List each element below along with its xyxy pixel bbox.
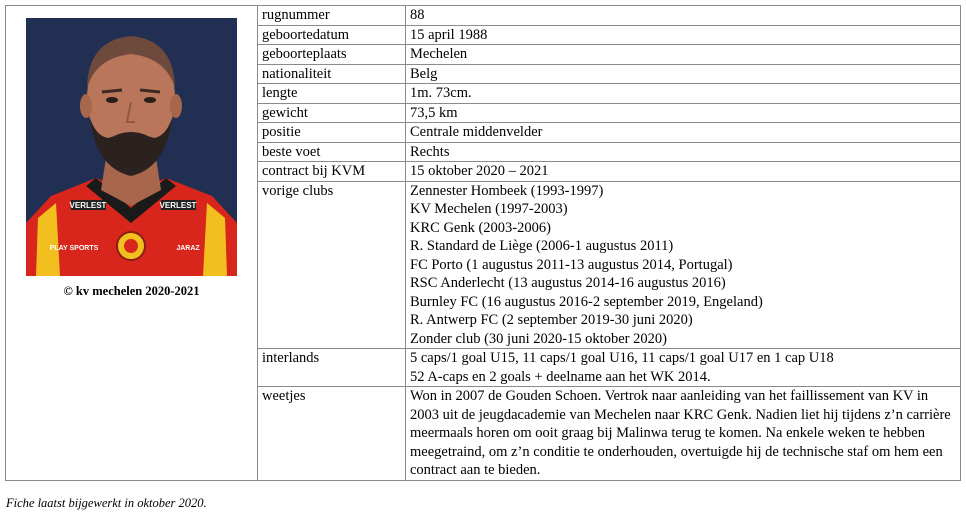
player-fiche-table: [5, 5, 961, 481]
club-entry: FC Porto (1 augustus 2011-13 augustus 2014, Portugal): [410, 256, 733, 273]
interlands-line: 52 A-caps en 2 goals + deelname aan het WK 2014.: [410, 368, 711, 385]
field-value: 15 april 1988: [406, 25, 961, 45]
field-label: geboorteplaats: [258, 45, 406, 65]
field-value: Rechts: [406, 142, 961, 162]
field-label-interlands: interlands: [258, 349, 406, 387]
field-value: 1m. 73cm.: [406, 84, 961, 104]
field-label-weetjes: weetjes: [258, 387, 406, 481]
club-entry: KV Mechelen (1997-2003): [410, 201, 568, 217]
field-value: Centrale middenvelder: [406, 123, 961, 143]
field-label-clubs: vorige clubs: [258, 181, 406, 349]
field-label: positie: [258, 123, 406, 143]
club-entry: Zennester Hombeek (1993-1997): [410, 182, 604, 199]
fiche-row: [6, 6, 961, 26]
interlands-value: [406, 349, 961, 387]
club-entry: Burnley FC (16 augustus 2016-2 september 2019, Engeland): [410, 293, 763, 310]
field-label: contract bij KVM: [258, 162, 406, 182]
field-value: 88: [406, 6, 961, 26]
photo-caption: © kv mechelen 2020-2021: [63, 284, 200, 298]
interlands-line: 5 caps/1 goal U15, 11 caps/1 goal U16, 11 caps/1 goal U17 en 1 cap U18: [410, 350, 834, 366]
field-value: Mechelen: [406, 45, 961, 65]
field-label: beste voet: [258, 142, 406, 162]
weetjes-text: Won in 2007 de Gouden Schoen. Vertrok naar aanleiding van het faillissement van KV in 2003 uit de jeugdacademie van Mechelen naar KRC Genk. Nadien liet hij tijdens z’n carrière meermaals horen om ooit graag bij Malinwa terug te komen. Na enkele weken te hebben meegetraind, om z’n conditie te onderhouden, overtuigde hij de technische staf om hem een contract aan te bieden.: [406, 387, 961, 481]
field-value: 15 oktober 2020 – 2021: [406, 162, 961, 182]
footnote: Fiche laatst bijgewerkt in oktober 2020.: [6, 496, 207, 510]
player-photo-drawing: [26, 18, 237, 276]
club-entry: RSC Anderlecht (13 augustus 2014-16 augustus 2016): [410, 275, 726, 291]
club-list: [406, 181, 961, 349]
field-label: nationaliteit: [258, 64, 406, 84]
field-label: gewicht: [258, 103, 406, 123]
shirt-sponsor-bottom-left: PLAY SPORTS: [49, 245, 99, 252]
field-label: rugnummer: [258, 6, 406, 26]
shirt-sponsor-right: VERLEST: [159, 201, 197, 210]
field-label: geboortedatum: [258, 25, 406, 45]
field-value: Belg: [406, 64, 961, 84]
field-label: lengte: [258, 84, 406, 104]
photo-cell: [6, 6, 258, 481]
club-entry: KRC Genk (2003-2006): [410, 219, 551, 236]
field-value: 73,5 km: [406, 103, 961, 123]
club-entry: R. Standard de Liège (2006-1 augustus 2011): [410, 238, 674, 254]
club-entry: Zonder club (30 juni 2020-15 oktober 2020): [410, 330, 667, 347]
club-entry: R. Antwerp FC (2 september 2019-30 juni 2020): [410, 312, 693, 328]
player-photo: [26, 18, 237, 276]
shirt-sponsor-bottom-right: JARAZ: [176, 245, 200, 252]
shirt-sponsor-left: VERLEST: [69, 201, 107, 210]
